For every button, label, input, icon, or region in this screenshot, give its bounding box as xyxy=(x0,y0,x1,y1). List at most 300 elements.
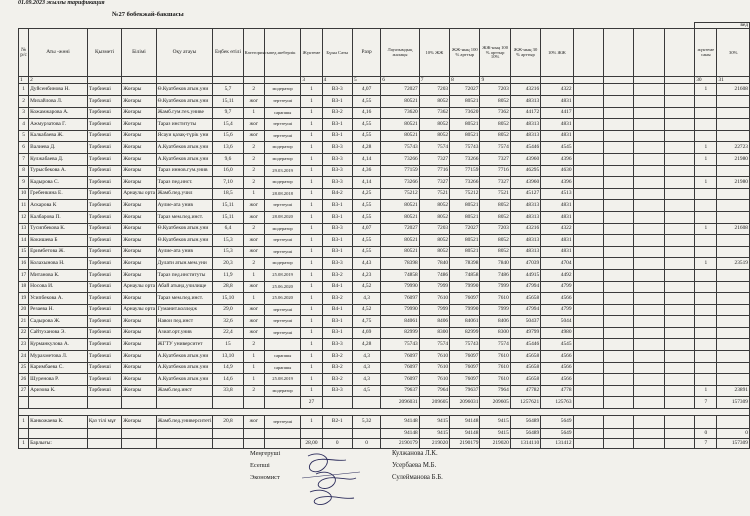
load-salary: 80521 xyxy=(450,246,480,258)
category: 2 xyxy=(243,385,264,397)
empty-cell xyxy=(573,281,603,293)
col-number: 31 xyxy=(717,77,750,84)
employee-name: Валиева Д. xyxy=(29,142,88,154)
subtotal-rate: 27 xyxy=(301,397,322,409)
table-row xyxy=(19,235,750,247)
education: Жоғары xyxy=(122,84,156,96)
band: В3-3 xyxy=(322,142,352,154)
grand-total-rate: 28,00 xyxy=(301,439,322,449)
empty-cell xyxy=(634,246,664,258)
employee-name: Кадырова С. xyxy=(29,177,88,189)
load-salary: 80521 xyxy=(450,119,480,131)
school: Азиат.орт.унив xyxy=(156,327,213,339)
load-count: 1 xyxy=(695,177,717,189)
empty-cell xyxy=(634,119,664,131)
empty-cell xyxy=(603,351,633,363)
pct10: 8052 xyxy=(419,200,449,212)
load-30: 47782 xyxy=(510,385,540,397)
education: Жоғары xyxy=(122,327,156,339)
empty-cell xyxy=(603,223,633,235)
category: 2 xyxy=(243,153,264,165)
pct10b: 4831 xyxy=(541,200,573,212)
pct10b: 4513 xyxy=(541,188,573,200)
col-zhuk: жүктеме саны xyxy=(695,29,717,77)
row-number: 23 xyxy=(19,339,29,351)
col-number: 8 xyxy=(450,77,480,84)
pct10b: 4322 xyxy=(541,84,573,96)
education: Жоғары xyxy=(122,246,156,258)
pct30 xyxy=(717,339,750,351)
empty-cell xyxy=(603,281,633,293)
empty-cell xyxy=(573,223,603,235)
load-salary: 76097 xyxy=(450,293,480,305)
category: жог xyxy=(243,281,264,293)
category: жог xyxy=(243,327,264,339)
table-row xyxy=(19,339,750,351)
empty-cell xyxy=(603,339,633,351)
col-number: 2 xyxy=(29,77,88,84)
band: В3-1 xyxy=(322,327,352,339)
table-row xyxy=(19,130,750,142)
education: Арнаулы орта xyxy=(122,188,156,200)
pct30 xyxy=(717,188,750,200)
load-salary: 72027 xyxy=(450,84,480,96)
load-pct10: 7610 xyxy=(480,293,510,305)
empty-cell xyxy=(664,316,695,328)
employee-name: Гребенкина Е. xyxy=(29,188,88,200)
load-pct10: 8052 xyxy=(480,130,510,142)
category: 2 xyxy=(243,339,264,351)
empty-cell xyxy=(213,397,243,409)
load-pct10: 7964 xyxy=(480,385,510,397)
band: В3-3 xyxy=(322,258,352,270)
top-right-label: вед xyxy=(695,23,750,29)
col-experience: Еңбек өтілі xyxy=(213,29,243,77)
pct30 xyxy=(717,107,750,119)
position: Тәрбиеші xyxy=(87,293,121,305)
row-number: 27 xyxy=(19,385,29,397)
subtotal-load-pct10: 209605 xyxy=(480,397,510,409)
position: Тәрбиеші xyxy=(87,304,121,316)
position: Тәрбиеші xyxy=(87,339,121,351)
rate: 1 xyxy=(301,84,322,96)
signature-name-head: Кулжанова Л.К. xyxy=(392,450,438,457)
base-salary: 82999 xyxy=(381,327,419,339)
education: Жоғары xyxy=(122,269,156,281)
empty-cell xyxy=(573,429,603,439)
pct10: 7610 xyxy=(419,374,449,386)
empty-cell xyxy=(664,246,695,258)
empty-cell xyxy=(664,269,695,281)
col-school: Оқу атауы xyxy=(156,29,213,77)
load-30: 45446 xyxy=(510,339,540,351)
rate: 1 xyxy=(301,416,322,429)
category: 1 xyxy=(243,351,264,363)
row-number: 3 xyxy=(19,107,29,119)
row-number: 13 xyxy=(19,223,29,235)
ped-master xyxy=(264,339,300,351)
position: Тәрбиеші xyxy=(87,142,121,154)
empty-cell xyxy=(156,397,213,409)
coefficient: 4,07 xyxy=(352,223,380,235)
load-salary: 77159 xyxy=(450,165,480,177)
position: Тәрбиеші xyxy=(87,269,121,281)
col-name: Аты -жөні xyxy=(29,29,88,77)
base-salary: 80521 xyxy=(381,211,419,223)
band: В2-1 xyxy=(322,416,352,429)
empty-cell xyxy=(87,439,121,449)
empty-cell xyxy=(603,269,633,281)
pct10: 8052 xyxy=(419,235,449,247)
ped-master: зерттеуші xyxy=(264,96,300,108)
school: Ө.Куатбеков атын.уни xyxy=(156,96,213,108)
load-pct10: 7203 xyxy=(480,84,510,96)
load-30: 47994 xyxy=(510,304,540,316)
band: В3-2 xyxy=(322,351,352,363)
grand-total-label: Барлығы: xyxy=(29,439,88,449)
load-pct10: 8052 xyxy=(480,96,510,108)
empty-cell xyxy=(634,165,664,177)
empty-cell xyxy=(603,439,633,449)
load-pct10: 7327 xyxy=(480,177,510,189)
school: А.Куатбеков атын.уни xyxy=(156,351,213,363)
empty-cell xyxy=(29,397,88,409)
col-coef: Разр xyxy=(352,29,380,77)
load-30: 44915 xyxy=(510,269,540,281)
coefficient: 4,55 xyxy=(352,246,380,258)
load-count xyxy=(695,316,717,328)
grand-total-load: 2190179 xyxy=(450,439,480,449)
ped-master: модератор xyxy=(264,385,300,397)
rate: 1 xyxy=(301,304,322,316)
load-count: 1 xyxy=(695,223,717,235)
table-row xyxy=(19,362,750,374)
coefficient: 4,55 xyxy=(352,119,380,131)
pct30: 22723 xyxy=(717,142,750,154)
pct30 xyxy=(717,130,750,142)
table-row xyxy=(19,119,750,131)
empty-cell xyxy=(573,374,603,386)
empty-cell xyxy=(603,84,633,96)
empty-cell xyxy=(664,211,695,223)
pct10b: 4566 xyxy=(541,351,573,363)
coefficient: 4,3 xyxy=(352,351,380,363)
empty-cell xyxy=(122,397,156,409)
grand-total-pct10: 219020 xyxy=(419,439,449,449)
band: В3-1 xyxy=(322,211,352,223)
pct10b: 4545 xyxy=(541,339,573,351)
rate: 1 xyxy=(301,339,322,351)
empty-cell xyxy=(664,188,695,200)
col-pct10: 10% ЖЖ xyxy=(419,29,449,77)
school: Тараз мем.пед.инст. xyxy=(156,211,213,223)
coefficient: 4,43 xyxy=(352,258,380,270)
empty-cell xyxy=(664,130,695,142)
load-30: 43216 xyxy=(510,223,540,235)
date-line: 01.09.2023 жылғы тарификация xyxy=(18,0,105,6)
row-number: 25 xyxy=(19,362,29,374)
empty-cell xyxy=(243,397,264,409)
load-count xyxy=(695,293,717,305)
ped-master: сарапшы xyxy=(264,362,300,374)
education: Жоғары xyxy=(122,200,156,212)
band: В4-1 xyxy=(322,304,352,316)
table-row xyxy=(19,84,750,96)
load-salary: 78398 xyxy=(450,258,480,270)
ped-master: зерттеуші xyxy=(264,316,300,328)
experience: 28,8 xyxy=(213,281,243,293)
coefficient: 4,3 xyxy=(352,293,380,305)
pct10b: 4778 xyxy=(541,385,573,397)
base-salary: 73266 xyxy=(381,177,419,189)
load-pct10: 7610 xyxy=(480,351,510,363)
load-count xyxy=(695,327,717,339)
ped-master: модератор xyxy=(264,177,300,189)
row-number: 17 xyxy=(19,269,29,281)
load-salary: 80521 xyxy=(450,200,480,212)
experience: 6,4 xyxy=(213,223,243,235)
position: Тәрбиеші xyxy=(87,107,121,119)
row-number: 6 xyxy=(19,142,29,154)
coefficient: 5,32 xyxy=(352,416,380,429)
coefficient: 4,14 xyxy=(352,153,380,165)
band: В3-3 xyxy=(322,223,352,235)
signature-label-accountant: Есепші xyxy=(250,462,270,469)
col-pct10b: 10% ЖЖ xyxy=(541,29,573,77)
grand-total-load-30: 1314110 xyxy=(510,439,540,449)
empty-cell xyxy=(603,258,633,270)
pct10: 7327 xyxy=(419,153,449,165)
col-number: 7 xyxy=(419,77,449,84)
empty-cell xyxy=(664,177,695,189)
row-number: 14 xyxy=(19,235,29,247)
band: В3-3 xyxy=(322,385,352,397)
signature-name-accountant: Усербаева М.Б. xyxy=(392,462,437,469)
empty-cell xyxy=(603,165,633,177)
band: В3-3 xyxy=(322,177,352,189)
load-pct10: 7486 xyxy=(480,269,510,281)
position: Тәрбиеші xyxy=(87,200,121,212)
experience: 14,9 xyxy=(213,362,243,374)
load-pct10: 8052 xyxy=(480,246,510,258)
load-salary: 75743 xyxy=(450,142,480,154)
empty-cell xyxy=(634,362,664,374)
rate: 1 xyxy=(301,165,322,177)
pct10: 7999 xyxy=(419,281,449,293)
rate: 1 xyxy=(301,142,322,154)
education: Жоғары xyxy=(122,385,156,397)
coefficient: 4,55 xyxy=(352,130,380,142)
category: 1 xyxy=(243,188,264,200)
category: жог xyxy=(243,119,264,131)
col-number: 6 xyxy=(381,77,419,84)
empty-cell xyxy=(634,439,664,449)
tarification-table xyxy=(18,22,750,449)
empty-cell xyxy=(573,142,603,154)
position: Тәрбиеші xyxy=(87,96,121,108)
school: Жамб.гум.тех.униве xyxy=(156,107,213,119)
position: Тәрбиеші xyxy=(87,385,121,397)
ped-master: 25.06.2020 xyxy=(264,281,300,293)
coefficient: 4,55 xyxy=(352,235,380,247)
empty-cell xyxy=(664,142,695,154)
band: В3-1 xyxy=(322,246,352,258)
school: Жамб.пед.университеті xyxy=(156,416,213,429)
category: жог xyxy=(243,416,264,429)
col-band: Бүын Саты xyxy=(322,29,352,77)
empty-cell xyxy=(634,177,664,189)
pct30 xyxy=(717,96,750,108)
subtotal-pct30: 157309 xyxy=(717,397,750,409)
employee-name: Шуренова Р. xyxy=(29,374,88,386)
load-pct10: 9415 xyxy=(480,416,510,429)
category: жог xyxy=(243,130,264,142)
subtotal-load-count: 7 xyxy=(695,397,717,409)
empty-cell xyxy=(573,200,603,212)
load-pct10: 8052 xyxy=(480,200,510,212)
empty-cell xyxy=(634,281,664,293)
empty-cell xyxy=(603,327,633,339)
teacher-total-row xyxy=(19,429,750,439)
col-ped-master: пед.шеберлік xyxy=(264,29,300,77)
load-count xyxy=(695,96,717,108)
band: В3-2 xyxy=(322,107,352,119)
ped-master: зерттеуші xyxy=(264,235,300,247)
pct10b: 4566 xyxy=(541,362,573,374)
load-pct10: 7203 xyxy=(480,223,510,235)
table-row xyxy=(19,246,750,258)
education: Жоғары xyxy=(122,235,156,247)
experience: 15,11 xyxy=(213,96,243,108)
teacher-row xyxy=(19,416,750,429)
empty-cell xyxy=(634,84,664,96)
pct30 xyxy=(717,269,750,281)
empty-cell xyxy=(573,304,603,316)
band: В3-1 xyxy=(322,130,352,142)
position: Тәрбиеші xyxy=(87,165,121,177)
category: 2 xyxy=(243,165,264,177)
experience: 13,6 xyxy=(213,142,243,154)
row-number: 12 xyxy=(19,211,29,223)
empty-cell xyxy=(664,119,695,131)
empty-cell xyxy=(322,429,352,439)
load-salary: 75212 xyxy=(450,188,480,200)
pct30 xyxy=(717,327,750,339)
signature-label-head: Меңгеруші xyxy=(250,450,281,457)
empty-cell xyxy=(87,429,121,439)
pct10b: 4396 xyxy=(541,153,573,165)
load-salary: 79637 xyxy=(450,385,480,397)
coefficient: 4,3 xyxy=(352,374,380,386)
empty-cell xyxy=(634,258,664,270)
load-30: 48313 xyxy=(510,119,540,131)
col-load-30: ЖЖ-ның 30 % арттыр xyxy=(510,29,540,77)
signature-name-economist: Сулейманова Б.Б. xyxy=(392,474,443,481)
table-row xyxy=(19,177,750,189)
load-count xyxy=(695,235,717,247)
load-30: 45658 xyxy=(510,362,540,374)
load-pct10: 7999 xyxy=(480,304,510,316)
signature-block xyxy=(238,448,558,508)
row-number: 19 xyxy=(19,293,29,305)
table-row xyxy=(19,327,750,339)
band: В3-3 xyxy=(322,339,352,351)
empty-cell xyxy=(87,397,121,409)
load-pct10: 7327 xyxy=(480,153,510,165)
empty-cell xyxy=(664,339,695,351)
empty-cell xyxy=(603,304,633,316)
load-30: 45658 xyxy=(510,374,540,386)
band: В3-2 xyxy=(322,269,352,281)
pct30: 21980 xyxy=(717,153,750,165)
education: Жоғары xyxy=(122,119,156,131)
education: Жоғары xyxy=(122,416,156,429)
ped-master: зерттеуші xyxy=(264,246,300,258)
empty-cell xyxy=(603,188,633,200)
pct10: 7574 xyxy=(419,339,449,351)
load-count xyxy=(695,107,717,119)
position: Тәрбиеші xyxy=(87,316,121,328)
experience: 20,3 xyxy=(213,258,243,270)
empty-cell xyxy=(634,142,664,154)
coefficient: 4,25 xyxy=(352,188,380,200)
table-row xyxy=(19,269,750,281)
base-salary: 79990 xyxy=(381,281,419,293)
position: Тәрбиеші xyxy=(87,223,121,235)
school: Тараз иннов.гум.унив xyxy=(156,165,213,177)
table-row xyxy=(19,188,750,200)
pct10b: 4831 xyxy=(541,246,573,258)
education: Жоғары xyxy=(122,153,156,165)
base-salary: 76097 xyxy=(381,351,419,363)
education: Жоғары xyxy=(122,165,156,177)
load-pct10: 8052 xyxy=(480,235,510,247)
pct30: 23519 xyxy=(717,258,750,270)
school: Абай атынд.училище xyxy=(156,281,213,293)
empty-cell xyxy=(664,107,695,119)
row-number: 4 xyxy=(19,119,29,131)
empty-cell xyxy=(664,351,695,363)
empty-cell xyxy=(664,258,695,270)
empty-cell xyxy=(19,429,29,439)
category: 2 xyxy=(243,177,264,189)
position: Тәрбиеші xyxy=(87,362,121,374)
employee-name: Калбарова П. xyxy=(29,211,88,223)
load-30: 48313 xyxy=(510,130,540,142)
empty-cell xyxy=(664,397,695,409)
school: Дулати атын.мем.уни xyxy=(156,258,213,270)
grand-total-pct10b: 131412 xyxy=(541,439,573,449)
experience: 15 xyxy=(213,339,243,351)
row-number: 22 xyxy=(19,327,29,339)
category: 1 xyxy=(243,374,264,386)
base-salary: 72027 xyxy=(381,84,419,96)
experience: 20,8 xyxy=(213,416,243,429)
table-row xyxy=(19,385,750,397)
education: Жоғары xyxy=(122,351,156,363)
rate: 1 xyxy=(301,188,322,200)
coefficient: 4,36 xyxy=(352,165,380,177)
load-pct10: 7610 xyxy=(480,362,510,374)
row-number: 26 xyxy=(19,374,29,386)
education: Жоғары xyxy=(122,258,156,270)
table-row xyxy=(19,107,750,119)
rate: 1 xyxy=(301,107,322,119)
position: Тәрбиеші xyxy=(87,258,121,270)
pct30 xyxy=(717,351,750,363)
row-number: 18 xyxy=(19,281,29,293)
pct10: 7999 xyxy=(419,304,449,316)
